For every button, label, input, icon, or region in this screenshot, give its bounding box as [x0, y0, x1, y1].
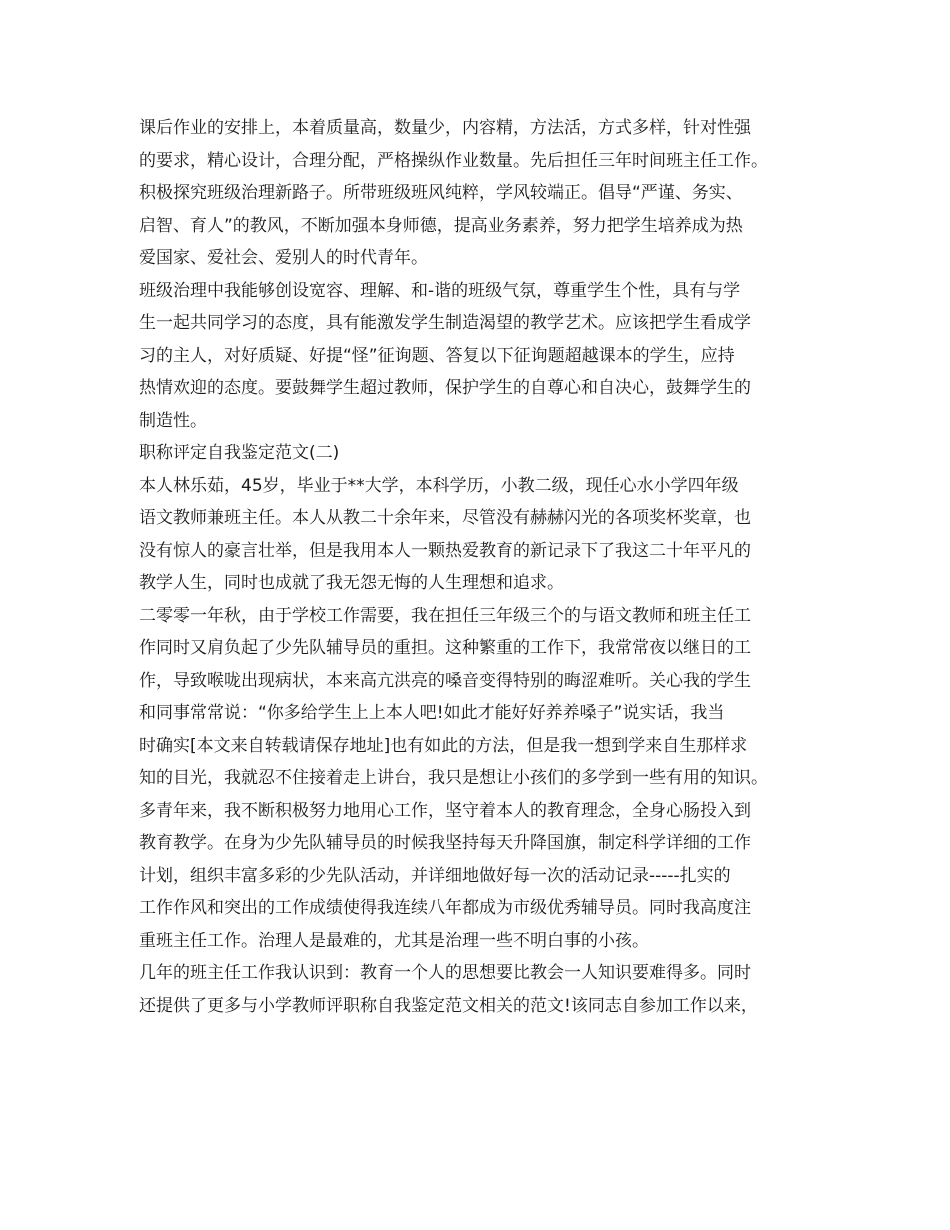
text-line: 习的主人，对好质疑、好提“怪”征询题、答复以下征询题超越课本的学生，应持: [139, 345, 735, 366]
text-line: 启智、育人”的教风，不断加强本身师德，提高业务素养，努力把学生培养成为热: [139, 215, 743, 236]
text-line: 几年的班主任工作我认识到：教育一个人的思想要比教会一人知识要难得多。同时: [139, 963, 751, 983]
text-line: 教学人生，同时也成就了我无怨无悔的人生理想和追求。: [139, 573, 564, 593]
text-line: 作，导致喉咙出现病状，本来高亢洪亮的嗓音变得特别的晦涩难听。关心我的学生: [139, 670, 751, 691]
text-line: 班级治理中我能够创设宽容、理解、和-谐的班级气氛，尊重学生个性，具有与学: [139, 280, 741, 301]
text-line: 课后作业的安排上，本着质量高，数量少，内容精，方法活，方式多样，针对性强: [139, 118, 751, 138]
text-line: 作同时又肩负起了少先队辅导员的重担。这种繁重的工作下，我常常夜以继日的工: [139, 638, 751, 658]
text-line: 生一起共同学习的态度，具有能激发学生制造渴望的教学艺术。应该把学生看成学: [139, 313, 751, 333]
text-line: 时确实[本文来自转载请保存地址]也有如此的方法，但是我一想到学来自生那样求: [139, 735, 748, 756]
section-heading: 职称评定自我鉴定范文(二): [139, 443, 340, 463]
text-line: 的要求，精心设计，合理分配，严格操纵作业数量。先后担任三年时间班主任工作。: [139, 150, 768, 171]
text-line: 还提供了更多与小学教师评职称自我鉴定范文相关的范文!该同志自参加工作以来，: [139, 995, 758, 1016]
text-line: 没有惊人的豪言壮举，但是我用本人一颗热爱教育的新记录下了我这二十年平凡的: [139, 540, 751, 561]
text-line: 教育教学。在身为少先队辅导员的时候我坚持每天升降国旗，制定科学详细的工作: [139, 833, 751, 853]
text-line: 制造性。: [139, 410, 207, 431]
text-line: 多青年来，我不断积极努力地用心工作，坚守着本人的教育理念，全身心肠投入到: [139, 800, 751, 821]
text-line: 本人林乐茹，45岁，毕业于**大学，本科学历，小教二级，现任心水小学四年级: [139, 475, 739, 496]
text-line: 和同事常常说：“你多给学生上上本人吧!如此才能好好养养嗓子”说实话，我当: [139, 703, 725, 723]
text-line: 计划，组织丰富多彩的少先队活动，并详细地做好每一次的活动记录-----扎实的: [139, 865, 731, 886]
text-line: 热情欢迎的态度。要鼓舞学生超过教师，保护学生的自尊心和自决心，鼓舞学生的: [139, 378, 751, 398]
text-line: 工作作风和突出的工作成绩使得我连续八年都成为市级优秀辅导员。同时我高度注: [139, 898, 751, 918]
text-line: 积极探究班级治理新路子。所带班级班风纯粹，学风较端正。倡导“严谨、务实、: [139, 183, 743, 203]
text-line: 知的目光，我就忍不住接着走上讲台，我只是想让小孩们的多学到一些有用的知识。: [139, 768, 768, 788]
text-line: 语文教师兼班主任。本人从教二十余年来，尽管没有赫赫闪光的各项奖杯奖章，也: [139, 508, 751, 528]
document-body: [139, 112, 839, 1022]
text-line: 爱国家、爱社会、爱别人的时代青年。: [139, 248, 428, 268]
text-line: 重班主任工作。治理人是最难的，尤其是治理一些不明白事的小孩。: [139, 930, 649, 951]
text-line: 二零零一年秋，由于学校工作需要，我在担任三年级三个的与语文教师和班主任工: [139, 605, 751, 626]
